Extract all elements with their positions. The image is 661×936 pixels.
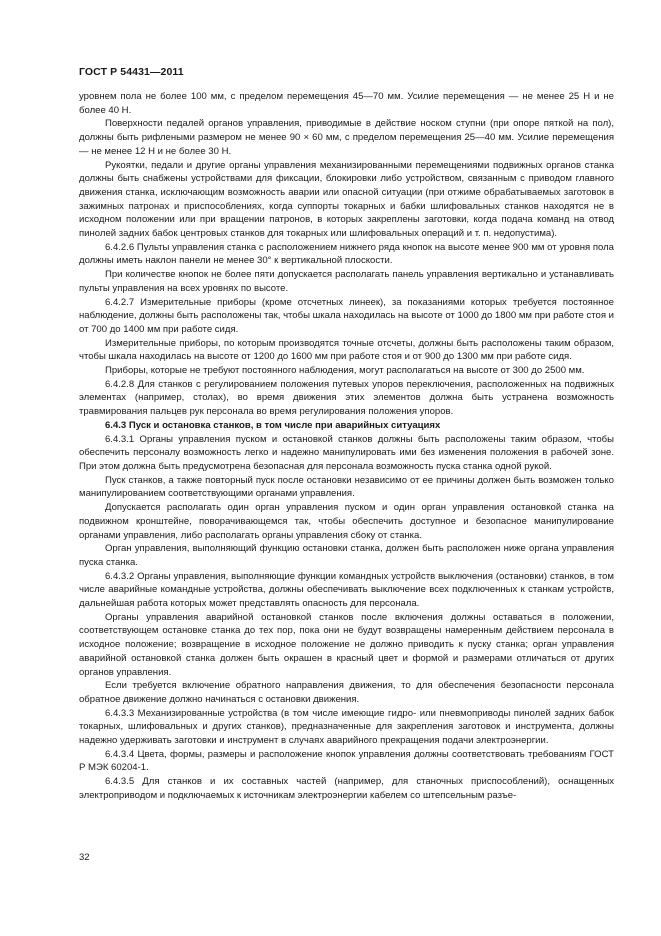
document-header: ГОСТ Р 54431—2011 <box>79 66 184 78</box>
body-paragraph: 6.4.2.7 Измерительные приборы (кроме отсчетных линеек), за показаниями которых требуется постоянное наблюдение, должны быть расположены так, чтобы шкала находилась на высоте от 1000 до 1800 мм при работе стоя и от 700 до 1400 мм при работе сидя. <box>79 296 614 335</box>
body-paragraph: Органы управления аварийной остановкой станков после включения должны оставаться в положении, соответствующем остановке станка до тех пор, пока они не будут возвращены намеренным действием персонала в исходное положение; возвращение в исходное положение не должно приводить к пуску станка; орган управления аварийной остановкой станка должен быть окрашен в красный цвет и формой и размерами отличаться от других органов управления. <box>79 611 614 678</box>
body-paragraph: Орган управления, выполняющий функцию остановки станка, должен быть расположен ниже органа управления пуска станка. <box>79 543 614 568</box>
body-paragraph: Пуск станков, а также повторный пуск после остановки независимо от ее причины должен быть возможен только манипулированием соответствующими органами управления. <box>79 474 614 500</box>
body-paragraph: 6.4.3.5 Для станков и их составных частей (например, для станочных приспособлений), оснащенных электроприводом и подключаемых к источникам электроэнергии кабелем со штепсельным разъе- <box>79 776 614 801</box>
body-paragraph: Допускается располагать один орган управления пуском и один орган управления остановкой станка на подвижном кронштейне, поворачивающемся так, чтобы обеспечить доступное и безопасное манипулирование органами управления, либо располагать органы управления сбоку от станка. <box>79 502 614 541</box>
body-paragraph: 6.4.2.6 Пульты управления станка с расположением нижнего ряда кнопок на высоте менее 900 мм от уровня пола должны иметь наклон панели не менее 30° к вертикальной плоскости. <box>79 241 614 267</box>
body-paragraph: При количестве кнопок не более пяти допускается располагать панель управления вертикально и устанавливать пульты управления на всех уровнях по высоте. <box>79 269 614 294</box>
page-number: 32 <box>79 852 90 863</box>
body-paragraph: Если требуется включение обратного направления движения, то для обеспечения безопасности персонала обратное движение должно начинаться с остановки движения. <box>79 680 614 705</box>
section-heading: 6.4.3 Пуск и остановка станков, в том числе при аварийных ситуациях <box>105 419 441 431</box>
body-paragraph: Рукоятки, педали и другие органы управления механизированными перемещениями подвижных органов станка должны быть снабжены устройствами для фиксации, блокировки либо устройством, связанным с приводом главного движения станка, исключающим возможность аварии или опасной ситуации (при отжиме обрабатываемых заготовок в зажимных патронах и приспособлениях, когда суппорты токарных и бабки шлифовальных станков находятся не в исходном положении или при вращении патронов, в которых закреплены заготовки, когда подача команд на отвод пинолей задних бабок центровых станков для токарных или шлифовальных операций и т. п. недопустима). <box>79 159 614 240</box>
body-paragraph: Измерительные приборы, по которым производятся точные отсчеты, должны быть расположены таким образом, чтобы шкала находилась на высоте от 1200 до 1600 мм при работе стоя и от 900 до 1300 мм при работе сидя. <box>79 337 614 363</box>
body-paragraph: уровнем пола не более 100 мм, с пределом перемещения 45—70 мм. Усилие перемещения — не менее 25 Н и не более 40 Н. <box>79 91 614 116</box>
body-paragraph: 6.4.3.4 Цвета, формы, размеры и расположение кнопок управления должны соответствовать требованиям ГОСТ Р МЭК 60204-1. <box>79 748 614 774</box>
body-paragraph: 6.4.3.1 Органы управления пуском и остановкой станков должны быть расположены таким образом, чтобы обеспечить персоналу возможность легко и надежно манипулировать ими без изменения положения в рабочей зоне. При этом должна быть предусмотрена безопасная для персонала возможность пуска станка одной рукой. <box>79 433 614 472</box>
body-paragraph: Приборы, которые не требуют постоянного наблюдения, могут располагаться на высоте от 300 до 2500 мм. <box>105 365 585 377</box>
document-body <box>79 90 614 803</box>
body-paragraph: 6.4.3.2 Органы управления, выполняющие функции командных устройств выключения (остановки) станков, в том числе аварийные командные устройства, должны обеспечивать выключение всех подключенных к станкам устройств, дальнейшая работа которых может представлять опасность для персонала. <box>79 570 614 610</box>
body-paragraph: 6.4.2.8 Для станков с регулированием положения путевых упоров переключения, расположенных на подвижных элементах (например, столах), во время движения этих элементов должна быть устранена возможность травмирования пальцев рук персонала во время регулирования положения упоров. <box>79 378 614 418</box>
body-paragraph: 6.4.3.3 Механизированные устройства (в том числе имеющие гидро- или пневмоприводы пинолей задних бабок токарных, шлифовальных и других станков), предназначенные для закрепления заготовок и инструмента, должны надежно удерживать заготовки и инструмент в случаях аварийного прекращения подачи электроэнергии. <box>79 707 614 747</box>
body-paragraph: Поверхности педалей органов управления, приводимые в действие носком ступни (при опоре пяткой на пол), должны быть рифлеными размером не менее 90 × 60 мм, с пределом перемещения 25—40 мм. Усилие перемещения — не менее 12 Н и не более 30 Н. <box>79 118 614 157</box>
